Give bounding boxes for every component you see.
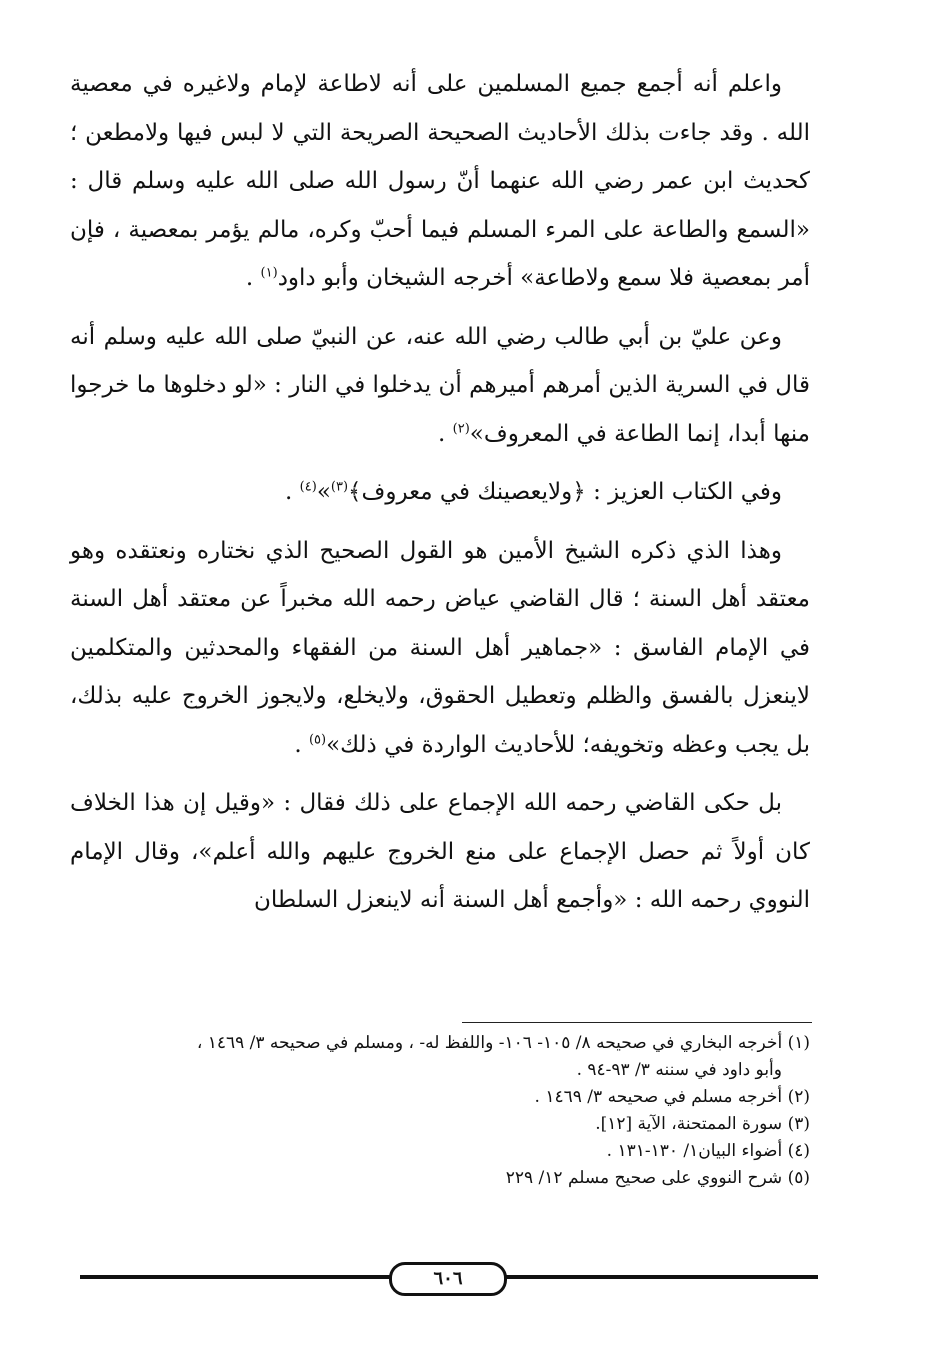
footnote-text: أخرجه مسلم في صحيحه ٣/ ١٤٦٩ . bbox=[534, 1087, 783, 1107]
paragraph-1 bbox=[70, 60, 810, 303]
footnote-text: شرح النووي على صحيح مسلم ١٢/ ٢٢٩ bbox=[505, 1168, 783, 1188]
page-number: ٦٠٦ bbox=[389, 1262, 507, 1296]
footnote-2 bbox=[70, 1084, 810, 1111]
footnote-number: (٣) bbox=[787, 1114, 810, 1134]
footnote-1 bbox=[70, 1030, 810, 1084]
footnote-ref: (٣) bbox=[330, 479, 349, 495]
footnote-ref: (٢) bbox=[452, 420, 470, 436]
footnote-text: أضواء البيان١/ ١٣٠-١٣١ . bbox=[606, 1141, 783, 1161]
paragraph-2 bbox=[70, 313, 810, 459]
footnote-separator bbox=[462, 1022, 812, 1023]
sentence-end: . bbox=[285, 479, 300, 505]
paragraph-text: وفي الكتاب العزيز : ﴿ولايعصينك في معروف﴾ bbox=[348, 479, 782, 505]
footnote-ref: (٥) bbox=[308, 731, 327, 747]
quote-close: » bbox=[316, 479, 331, 505]
footnote-number: (٤) bbox=[787, 1141, 810, 1161]
footnote-number: (٢) bbox=[787, 1087, 810, 1107]
paragraph-5 bbox=[70, 779, 810, 925]
paragraph-text: بل حكى القاضي رحمه الله الإجماع على ذلك فقال : «وقيل إن هذا الخلاف كان أولاً ثم حصل الإجماع على منع الخروج عليهم والله أعلم»، وقال الإمام النووي رحمه الله : «وأجمع أهل السنة أنه لاينعزل السلطان bbox=[70, 790, 810, 913]
footnote-5 bbox=[70, 1165, 810, 1192]
page-footer bbox=[80, 1262, 818, 1292]
paragraph-4 bbox=[70, 527, 810, 770]
footnote-number: (١) bbox=[787, 1033, 810, 1053]
footnote-text: وأبو داود في سننه ٣/ ٩٣-٩٤ . bbox=[576, 1060, 782, 1080]
footnote-number: (٥) bbox=[787, 1168, 810, 1188]
footnote-3 bbox=[70, 1111, 810, 1138]
footnotes bbox=[70, 1030, 810, 1192]
paragraph-text: وهذا الذي ذكره الشيخ الأمين هو القول الصحيح الذي نختاره ونعتقده وهو معتقد أهل السنة ؛ قال القاضي عياض رحمه الله مخبراً عن معتقد أهل السنة في الإمام الفاسق : «جماهير أهل السنة من الفقهاء والمحدثين والمتكلمين لاينعزل بالفسق والظلم وتعطيل الحقوق، ولايخلع، ولايجوز الخروج عليه بذلك، بل يجب وعظه وتخويفه؛ للأحاديث الواردة في ذلك» bbox=[70, 537, 810, 758]
paragraph-3 bbox=[70, 468, 810, 517]
sentence-end: . bbox=[245, 265, 261, 291]
footnote-ref: (١) bbox=[260, 265, 278, 281]
paragraph-text: واعلم أنه أجمع جميع المسلمين على أنه لاطاعة لإمام ولاغيره في معصية الله . وقد جاءت بذلك الأحاديث الصحيحة الصريحة التي لا لبس فيها ولامطعن ؛ كحديث ابن عمر رضي الله عنهما أنّ رسول الله صلى الله عليه وسلم قال : «السمع والطاعة على المرء المسلم فيما أحبّ وكره، مالم يؤمر بمعصية ، فإن أمر بمعصية فلا سمع ولاطاعة» أخرجه الشيخان وأبو داود bbox=[70, 71, 810, 291]
main-text bbox=[70, 60, 810, 925]
sentence-end: . bbox=[438, 420, 453, 447]
footnote-text: أخرجه البخاري في صحيحه ٨/ ١٠٥- ١٠٦- واللفظ له- ، ومسلم في صحيحه ٣/ ١٤٦٩ ، bbox=[196, 1033, 783, 1053]
footnote-text: سورة الممتحنة، الآية [١٢]. bbox=[595, 1114, 783, 1134]
footnote-4 bbox=[70, 1138, 810, 1165]
sentence-end: . bbox=[294, 731, 309, 758]
paragraph-text: وعن عليّ بن أبي طالب رضي الله عنه، عن النبيّ صلى الله عليه وسلم أنه قال في السرية الذين أمرهم أميرهم أن يدخلوا في النار : «لو دخلوها ما خرجوا منها أبدا، إنما الطاعة في المعروف» bbox=[70, 323, 810, 447]
footnote-ref: (٤) bbox=[299, 479, 317, 495]
